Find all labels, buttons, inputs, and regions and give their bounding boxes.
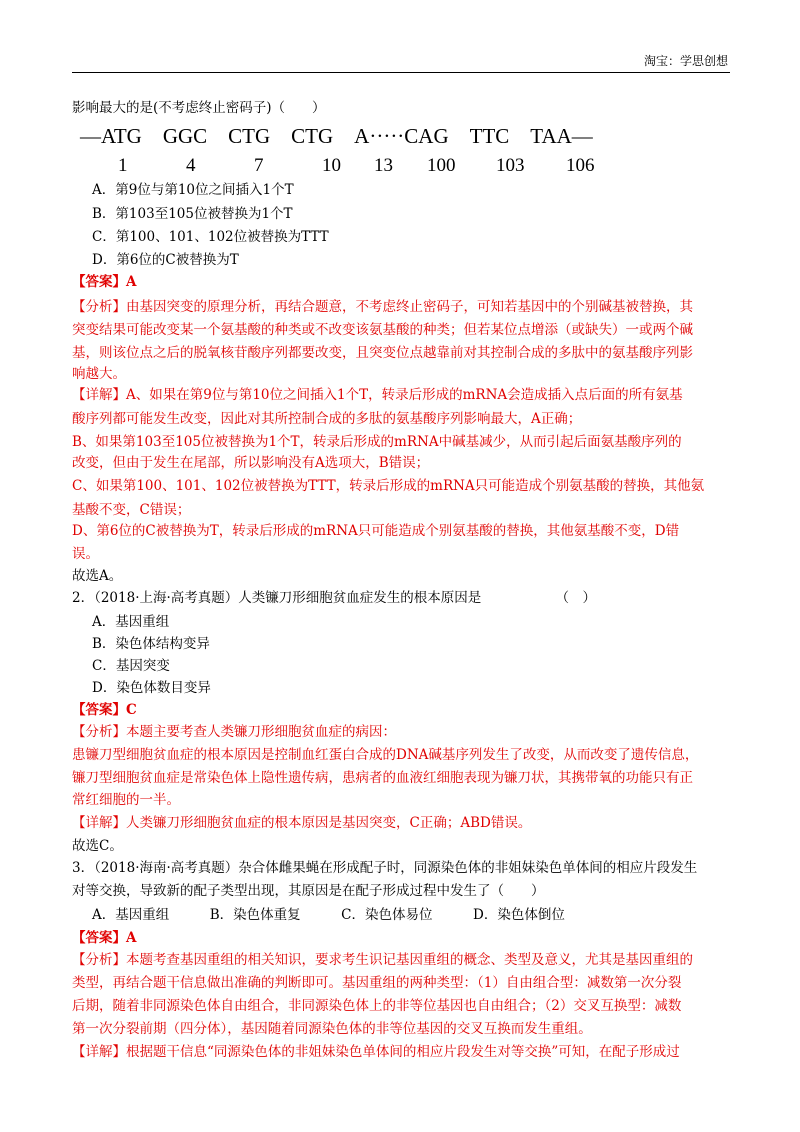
text-line: 故选C。 bbox=[72, 838, 123, 854]
text-line: 【详解】人类镰刀形细胞贫血症的根本原因是基因突变，C正确；ABD错误。 bbox=[72, 815, 532, 831]
text-line: 【详解】根据题干信息“同源染色体的非姐妹染色单体间的相应片段发生对等交换”可知，在配子形成过 bbox=[72, 1044, 680, 1060]
text-line: 【答案】C bbox=[72, 702, 137, 718]
text-line: 2．（2018·上海·高考真题）人类镰刀形细胞贫血症发生的根本原因是 （ ） bbox=[72, 590, 597, 606]
text-line: C、如果第100、101、102位被替换为TTT，转录后形成的mRNA只可能造成个别氨基酸的替换，其他氨 bbox=[72, 478, 705, 494]
position-number: 100 bbox=[427, 155, 456, 176]
text-line: 对等交换，导致新的配子类型出现，其原因是在配子形成过程中发生了（ ） bbox=[72, 883, 545, 899]
text-line: B．第103至105位被替换为1个T bbox=[92, 206, 293, 222]
text-line: D、第6位的C被替换为T，转录后形成的mRNA只可能造成个别氨基酸的替换，其他氨基酸不变，D错 bbox=[72, 523, 680, 539]
text-line: A．第9位与第10位之间插入1个T bbox=[92, 182, 294, 198]
text-line: C．基因突变 bbox=[92, 658, 170, 674]
position-number: 10 bbox=[322, 155, 341, 176]
header-text: 淘宝：学思创想 bbox=[643, 54, 728, 68]
position-number: 7 bbox=[254, 155, 264, 176]
text-line: 镰刀型细胞贫血症是常染色体上隐性遗传病，患病者的血液红细胞表现为镰刀状，其携带氧的功能只有正 bbox=[72, 770, 693, 786]
position-number: 4 bbox=[186, 155, 196, 176]
position-number: 106 bbox=[566, 155, 595, 176]
text-line: 患镰刀型细胞贫血症的根本原因是控制血红蛋白合成的DNA碱基序列发生了改变，从而改变了遗传信息， bbox=[72, 747, 699, 763]
text-line: 【分析】本题考查基因重组的相关知识，要求考生识记基因重组的概念、类型及意义，尤其是基因重组的 bbox=[72, 952, 693, 968]
text-line: 酸序列都可能发生改变，因此对其所控制合成的多肽的氨基酸序列影响最大，A正确； bbox=[72, 411, 582, 427]
text-line: 类型，再结合题干信息做出准确的判断即可。基因重组的两种类型：（1）自由组合型：减数第一次分裂 bbox=[72, 975, 682, 991]
position-number: 1 bbox=[118, 155, 128, 176]
text-line: 故选A。 bbox=[72, 568, 123, 584]
text-line: D．第6位的C被替换为T bbox=[92, 252, 239, 268]
position-number: 13 bbox=[374, 155, 393, 176]
text-line: 常红细胞的一半。 bbox=[72, 792, 180, 808]
text-line: 响越大。 bbox=[72, 366, 126, 382]
position-number: 103 bbox=[496, 155, 525, 176]
header-divider bbox=[72, 72, 730, 73]
text-line: 3．（2018·海南·高考真题）杂合体雌果蝇在形成配子时，同源染色体的非姐妹染色单体间的相应片段发生 bbox=[72, 860, 698, 876]
text-line: 后期，随着非同源染色体自由组合，非同源染色体上的非等位基因也自由组合；（2）交叉互换型：减数 bbox=[72, 998, 682, 1014]
text-line: C．第100、101、102位被替换为TTT bbox=[92, 229, 329, 245]
text-line: 误。 bbox=[72, 546, 99, 562]
question-intro: 影响最大的是(不考虑终止密码子)（ ） bbox=[72, 100, 326, 116]
text-line: 基，则该位点之后的脱氧核苷酸序列都要改变，且突变位点越靠前对其控制合成的多肽中的氨基酸序列影 bbox=[72, 345, 693, 361]
text-line: 改变，但由于发生在尾部，所以影响没有A选项大，B错误； bbox=[72, 455, 430, 471]
text-line: A．基因重组 B．染色体重复 C．染色体易位 D．染色体倒位 bbox=[92, 907, 565, 923]
text-line: 【详解】A、如果在第9位与第10位之间插入1个T，转录后形成的mRNA会造成插入点后面的所有氨基 bbox=[72, 387, 683, 403]
text-line: D．染色体数目变异 bbox=[92, 680, 211, 696]
text-line: A．基因重组 bbox=[92, 614, 170, 630]
text-line: 第一次分裂前期（四分体），基因随着同源染色体的非等位基因的交叉互换而发生重组。 bbox=[72, 1021, 592, 1037]
dna-sequence: —ATG GGC CTG CTG A·····CAG TTC TAA— bbox=[80, 124, 593, 148]
text-line: 基酸不变，C错误； bbox=[72, 502, 191, 518]
text-line: 突变结果可能改变某一个氨基酸的种类或不改变该氨基酸的种类；但若某位点增添（或缺失）一或两个碱 bbox=[72, 322, 693, 338]
text-line: 【分析】本题主要考查人类镰刀形细胞贫血症的病因： bbox=[72, 724, 396, 740]
text-line: B、如果第103至105位被替换为1个T，转录后形成的mRNA中碱基减少，从而引起后面氨基酸序列的 bbox=[72, 434, 682, 450]
text-line: 【分析】由基因突变的原理分析，再结合题意，不考虑终止密码子，可知若基因中的个别碱基被替换，其 bbox=[72, 299, 693, 315]
text-line: 【答案】A bbox=[72, 274, 137, 290]
text-line: B．染色体结构变异 bbox=[92, 636, 210, 652]
text-line: 【答案】A bbox=[72, 930, 137, 946]
